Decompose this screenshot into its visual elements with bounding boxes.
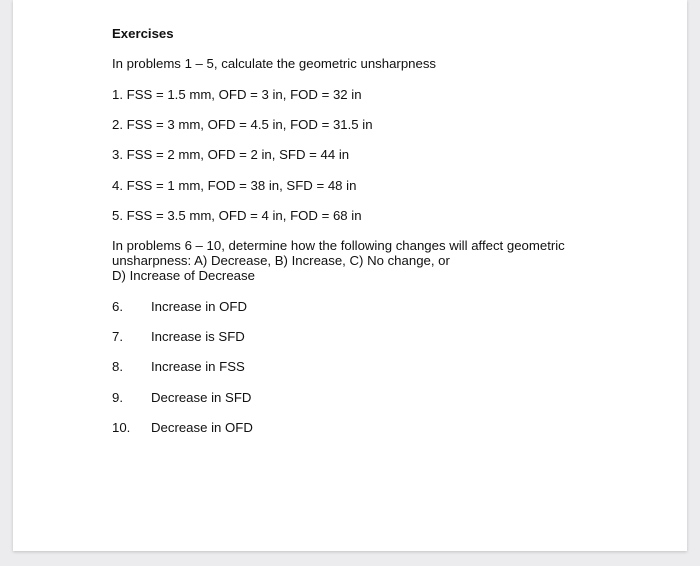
intro-problems-6-10-line-3: D) Increase of Decrease bbox=[112, 268, 255, 283]
problem-6 bbox=[112, 299, 247, 314]
problem-9 bbox=[112, 390, 251, 405]
intro-problems-6-10-line-2: unsharpness: A) Decrease, B) Increase, C) No change, or bbox=[112, 253, 450, 268]
problem-text: Decrease in SFD bbox=[151, 390, 252, 405]
problem-text: Decrease in OFD bbox=[151, 420, 253, 435]
problem-number: 8. bbox=[112, 359, 123, 374]
document-page bbox=[13, 0, 687, 551]
page-title: Exercises bbox=[112, 26, 174, 41]
problem-10 bbox=[112, 420, 253, 435]
problem-number: 7. bbox=[112, 329, 123, 344]
problem-5: 5. FSS = 3.5 mm, OFD = 4 in, FOD = 68 in bbox=[112, 208, 362, 223]
problem-number: 10. bbox=[112, 420, 131, 435]
problem-text: Increase in FSS bbox=[151, 359, 245, 374]
problem-number: 6. bbox=[112, 299, 123, 314]
problem-1: 1. FSS = 1.5 mm, OFD = 3 in, FOD = 32 in bbox=[112, 87, 362, 102]
problem-2: 2. FSS = 3 mm, OFD = 4.5 in, FOD = 31.5 in bbox=[112, 117, 373, 132]
intro-problems-1-5: In problems 1 – 5, calculate the geometric unsharpness bbox=[112, 56, 437, 71]
problem-text: Increase in OFD bbox=[151, 299, 248, 314]
problem-3: 3. FSS = 2 mm, OFD = 2 in, SFD = 44 in bbox=[112, 147, 350, 162]
problem-text: Increase is SFD bbox=[151, 329, 245, 344]
problem-7 bbox=[112, 329, 245, 344]
intro-problems-6-10-line-1: In problems 6 – 10, determine how the following changes will affect geometric bbox=[112, 238, 565, 253]
problem-4: 4. FSS = 1 mm, FOD = 38 in, SFD = 48 in bbox=[112, 178, 357, 193]
problem-8 bbox=[112, 359, 245, 374]
problem-number: 9. bbox=[112, 390, 123, 405]
